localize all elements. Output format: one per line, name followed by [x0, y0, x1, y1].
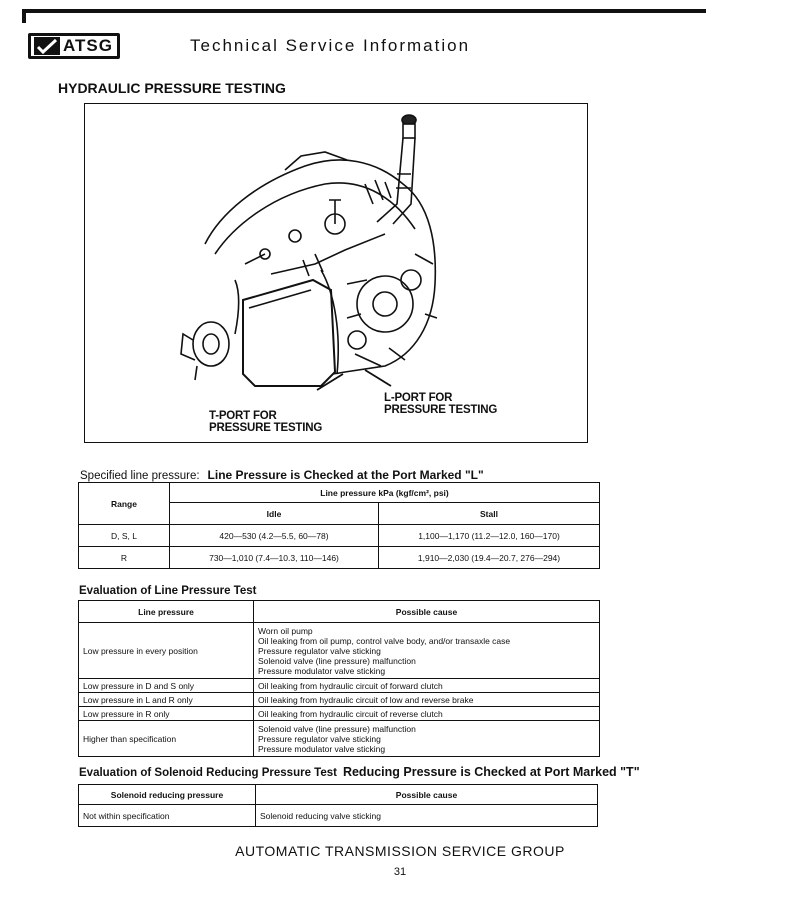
solenoid-eval-emphasis: Reducing Pressure is Checked at Port Marked "T"	[342, 765, 640, 779]
idle-cell: 730—1,010 (7.4—10.3, 110—146)	[170, 547, 379, 569]
table-row	[79, 721, 600, 757]
cause-cell: Oil leaking from hydraulic circuit of reverse clutch	[254, 707, 600, 721]
cause-cell: Solenoid reducing valve sticking	[256, 805, 598, 827]
range-cell: D, S, L	[79, 525, 170, 547]
top-rule-tick	[22, 9, 26, 23]
cause-line: Pressure regulator valve sticking	[258, 645, 381, 656]
line-pressure-table	[78, 482, 600, 569]
range-cell: R	[79, 547, 170, 569]
spec-label: Specified line pressure:	[80, 470, 200, 482]
idle-header: Idle	[170, 503, 379, 525]
table-row	[79, 707, 600, 721]
pressure-cell: Higher than specification	[79, 721, 254, 757]
stall-cell: 1,100—1,170 (11.2—12.0, 160—170)	[379, 525, 600, 547]
line-pressure-eval-title: Evaluation of Line Pressure Test	[79, 585, 257, 597]
cause-cell	[254, 623, 600, 679]
l-port-callout-line2: PRESSURE TESTING	[384, 404, 498, 416]
t-port-callout	[209, 410, 322, 434]
possible-cause-col-header: Possible cause	[256, 785, 598, 805]
t-port-callout-line2: PRESSURE TESTING	[209, 422, 323, 434]
stall-header: Stall	[379, 503, 600, 525]
l-port-callout-line1: L-PORT FOR	[384, 392, 453, 404]
solenoid-eval-title-text: Evaluation of Solenoid Reducing Pressure Test	[79, 767, 337, 779]
cause-line: Solenoid valve (line pressure) malfunction	[258, 723, 416, 734]
pressure-cell: Low pressure in every position	[79, 623, 254, 679]
line-pressure-eval-table	[78, 600, 600, 757]
line-pressure-header: Line pressure kPa (kgf/cm², psi)	[170, 483, 600, 503]
pressure-cell: Not within specification	[79, 805, 256, 827]
t-port-callout-line1: T-PORT FOR	[209, 410, 277, 422]
page-number: 31	[393, 866, 407, 878]
table-row	[79, 623, 600, 679]
specified-line-pressure	[80, 468, 484, 482]
header-title: Technical Service Information	[190, 36, 471, 55]
table-row	[79, 525, 600, 547]
solenoid-eval-title	[79, 765, 640, 779]
cause-line: Pressure regulator valve sticking	[258, 733, 381, 744]
cause-cell: Oil leaking from hydraulic circuit of forward clutch	[254, 679, 600, 693]
solenoid-eval-table	[78, 784, 598, 827]
logo-text: ATSG	[63, 36, 113, 55]
section-title: HYDRAULIC PRESSURE TESTING	[58, 80, 286, 96]
cause-cell	[254, 721, 600, 757]
cause-line: Worn oil pump	[258, 625, 313, 636]
logo-check-icon	[34, 37, 60, 55]
pressure-cell: Low pressure in D and S only	[79, 679, 254, 693]
table-row	[79, 693, 600, 707]
table-row	[79, 679, 600, 693]
cause-line: Solenoid valve (line pressure) malfunction	[258, 655, 416, 666]
cause-line: Oil leaking from oil pump, control valve body, and/or transaxle case	[258, 635, 511, 646]
transaxle-drawing	[85, 104, 586, 441]
pressure-cell: Low pressure in R only	[79, 707, 254, 721]
idle-cell: 420—530 (4.2—5.5, 60—78)	[170, 525, 379, 547]
l-port-callout	[384, 392, 497, 416]
top-rule	[22, 9, 706, 13]
table-row	[79, 805, 598, 827]
possible-cause-col-header: Possible cause	[254, 601, 600, 623]
range-header: Range	[79, 483, 170, 525]
cause-line: Pressure modulator valve sticking	[258, 665, 386, 676]
line-pressure-col-header: Line pressure	[79, 601, 254, 623]
transaxle-illustration	[84, 103, 588, 443]
pressure-cell: Low pressure in L and R only	[79, 693, 254, 707]
cause-line: Pressure modulator valve sticking	[258, 743, 386, 754]
atsg-logo	[28, 33, 120, 59]
footer-org: AUTOMATIC TRANSMISSION SERVICE GROUP	[235, 843, 565, 859]
spec-emphasis: Line Pressure is Checked at the Port Marked "L"	[207, 468, 484, 482]
table-row	[79, 547, 600, 569]
stall-cell: 1,910—2,030 (19.4—20.7, 276—294)	[379, 547, 600, 569]
solenoid-col-header: Solenoid reducing pressure	[79, 785, 256, 805]
cause-cell: Oil leaking from hydraulic circuit of low and reverse brake	[254, 693, 600, 707]
